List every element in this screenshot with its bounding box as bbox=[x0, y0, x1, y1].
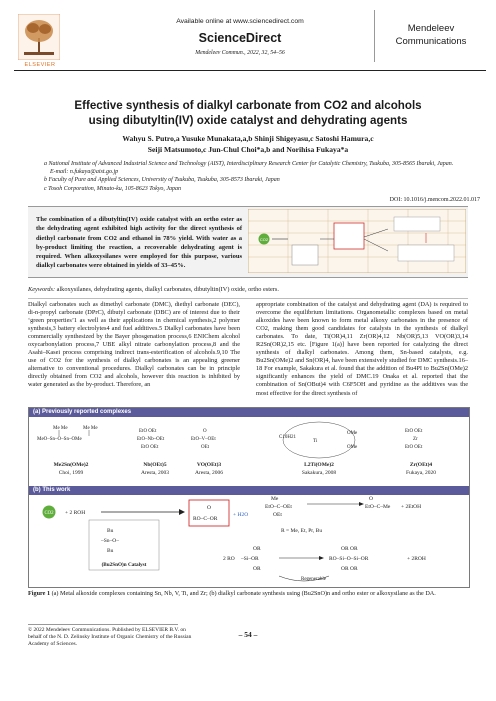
author-list bbox=[40, 133, 456, 155]
figure-caption bbox=[28, 590, 468, 598]
svg-text:OEt: OEt bbox=[201, 445, 210, 450]
journal-citation: Mendeleev Commun., 2022, 32, 54–56 bbox=[195, 50, 285, 56]
body-column-left: Dialkyl carbonates such as dimethyl carbonate (DMC), diethyl carbonate (DEC), di-n-propyl carbonate (DPrC), dibutyl carbonate (DBC) are of interest due to their ‘green properties’1 as well as their applications in chemical synthesis,2 polymer synthesis,3 battery electrolytes4 and fuel additives.5 Dialkyl carbonates have been commercially synthesized by the Bayer phosgenation process,6 ENIChem alcohol oxycarbonylation process,7 UBE alkyl nitrate carbonylation process,8 and the Asahi–Kasei process comprising indirect trans-esterification of alcohols.9,10 The use of CO2 for the synthesis of dialkyl carbonates is an appealing greener alternative to conventional procedures. Dialkyl carbonates can be in principle directly obtained from CO2 and alcohols, however this reaction is inhibited by water generated as the by-product. Therefore, an bbox=[28, 301, 240, 389]
svg-text:Me Me: Me Me bbox=[83, 426, 98, 431]
complex-name: VO(OEt)3 bbox=[196, 462, 222, 468]
svg-text:EtO–V–OEt: EtO–V–OEt bbox=[191, 437, 216, 442]
affiliations bbox=[40, 160, 460, 193]
svg-text:–Sn–O–: –Sn–O– bbox=[101, 538, 120, 544]
svg-text:Me: Me bbox=[271, 496, 279, 502]
publisher-name: ELSEVIER bbox=[24, 62, 56, 68]
complex-reference: Choi, 1999 bbox=[58, 470, 84, 476]
svg-text:Bu: Bu bbox=[107, 548, 114, 554]
structure-nb bbox=[137, 429, 165, 450]
svg-text:EtO–Nb–OEt: EtO–Nb–OEt bbox=[137, 437, 165, 442]
body-column-right: appropriate combination of the catalyst and dehydrating agent (DA) is required to overcome the equilibrium limitations. Organometallic complexes based on metal alkoxides have been known to form metal alkoxy carbonates in the presence of CO2, making them good candidates for catalysts in the synthesis of dialkyl carbonates. To date, Ti(OR)4,11 Zr(OR)4,12 Nb(OR)5,13 VO(OR)3,14 R2Sn(OR)2,15 etc. [Figure 1(a)] have been reported for catalyzing the direct synthesis of dialkyl carbonates. Among them, Sn-based catalysts, e.g. Bu2Sn(OMe)2 and Sn(OR)4, have been extensively studied for DMC synthesis.16–18 For example, Sakakura et al. found that the addition of Bu4PI to Bu2Sn(OMe)2 significantly enhances the yield of DMC.19 Onaka et al. reported that the combination of Sn(OBut)4 with C6F5OH and pyridine as the additives was the most effective for the direct synthesis of bbox=[256, 301, 468, 397]
affiliation-c: c Tosoh Corporation, Minato-ku, 105-8623 Tokyo, Japan bbox=[44, 185, 182, 192]
svg-text:O: O bbox=[207, 505, 211, 511]
sciencedirect-brand[interactable]: ScienceDirect bbox=[198, 31, 282, 45]
title-line1: Effective synthesis of dialkyl carbonate from CO2 and alcohols bbox=[74, 99, 422, 112]
figure-artwork bbox=[29, 408, 469, 587]
r-group-definition: R = Me, Et, Pr, Bu bbox=[281, 528, 323, 534]
elsevier-tree-logo bbox=[18, 14, 60, 60]
article-title bbox=[40, 99, 456, 128]
complex-name: Zr(OEt)4 bbox=[409, 462, 433, 468]
keywords-divider bbox=[28, 298, 468, 299]
complex-reference: Fukaya, 2020 bbox=[406, 470, 436, 476]
title-line2: using dibutyltin(IV) oxide catalyst and dehydrating agents bbox=[88, 113, 408, 127]
online-availability[interactable]: Available online at www.sciencedirect.com bbox=[176, 18, 304, 25]
complex-reference: Sakakura, 2008 bbox=[301, 470, 337, 476]
svg-text:EtO OEt: EtO OEt bbox=[141, 445, 159, 450]
svg-text:EtO OEt: EtO OEt bbox=[139, 429, 157, 434]
structure-vo bbox=[191, 429, 216, 450]
svg-text:Me Me: Me Me bbox=[53, 426, 68, 431]
panel-b-header: (b) This work bbox=[29, 486, 469, 495]
svg-text:OEt: OEt bbox=[273, 512, 282, 518]
svg-text:C10H21: C10H21 bbox=[279, 435, 296, 440]
affiliation-a: a National Institute of Advanced Industrial Science and Technology (AIST), Interdisciplinary Research Center for Catalytic Chemistry, Tsukuba, 305-8565 Ibaraki, Japan. E-mail: n.fukaya@aist.go.jp bbox=[44, 161, 454, 176]
svg-text:OR: OR bbox=[253, 566, 261, 572]
panel-a-header: (a) Previously reported complexes bbox=[29, 408, 469, 417]
keywords bbox=[28, 286, 468, 293]
water-byproduct: + H2O bbox=[233, 512, 249, 518]
svg-text:OMe: OMe bbox=[347, 445, 358, 450]
svg-text:O: O bbox=[203, 429, 207, 434]
svg-text:EtO OEt: EtO OEt bbox=[405, 429, 423, 434]
complex-name: L2Ti(OMe)2 bbox=[304, 462, 334, 468]
structure-zr bbox=[405, 429, 423, 450]
svg-text:OR OR: OR OR bbox=[341, 566, 358, 572]
complex-name: Nb(OEt)5 bbox=[143, 462, 167, 468]
footer-divider bbox=[28, 624, 178, 625]
svg-text:O: O bbox=[369, 496, 373, 502]
ethanol-product: + 2EtOH bbox=[401, 504, 422, 510]
svg-text:EtO OEt: EtO OEt bbox=[405, 445, 423, 450]
journal-name-line2: Communications bbox=[395, 36, 467, 47]
doi-link[interactable]: DOI: 10.1016/j.mencom.2022.01.017 bbox=[389, 197, 480, 203]
svg-text:OR OR: OR OR bbox=[341, 546, 358, 552]
svg-text:Bu: Bu bbox=[107, 528, 114, 534]
svg-text:OR: OR bbox=[253, 546, 261, 552]
alkoxy-label: 2 RO bbox=[223, 556, 235, 562]
caption-label: Figure 1 bbox=[28, 590, 51, 597]
catalyst-label: (Bu2SnO)n Catalyst bbox=[101, 562, 147, 568]
structure-me2sn bbox=[37, 426, 98, 442]
figure-1 bbox=[28, 407, 470, 588]
svg-text:EtO–C–Me: EtO–C–Me bbox=[365, 504, 391, 510]
graphical-abstract bbox=[248, 209, 466, 273]
complex-reference: Aresta, 2006 bbox=[194, 470, 224, 476]
svg-text:MeO–Sn–O–Sn–OMe: MeO–Sn–O–Sn–OMe bbox=[37, 437, 82, 442]
authors-line2: Seiji Matsumoto,c Jun-Chul Choi*a,b and Norihisa Fukaya*a bbox=[147, 145, 349, 154]
alcohol-product: + 2ROH bbox=[407, 556, 426, 562]
abstract-text: The combination of a dibutyltin(IV) oxide catalyst with an ortho ester as the dehydrating agent exhibited high activity for the direct synthesis of diethyl carbonate from CO2 and ethanol in 78% yield. With water as a by-product limiting the reaction, a recoverable dehydrating agent is required. When alkoxysilanes were employed for this purpose, various dialkyl carbonates were obtained in yields of 33–45%. bbox=[36, 216, 242, 270]
svg-text:Zr: Zr bbox=[413, 437, 418, 442]
keywords-label: Keywords: bbox=[28, 286, 56, 293]
caption-text: (a) Metal alkoxide complexes containing Sn, Nb, V, Ti, and Zr; (b) dialkyl carbonate synthesis using (Bu2SnO)n and ortho ester or alkoxysilane as the DA. bbox=[51, 590, 436, 597]
svg-text:CO2: CO2 bbox=[259, 237, 269, 242]
svg-text:RO–C–OR: RO–C–OR bbox=[193, 516, 218, 522]
svg-text:OMe: OMe bbox=[347, 431, 358, 436]
alcohol-reagent: + 2 ROH bbox=[65, 510, 86, 516]
svg-text:RO–Si–O–Si–OR: RO–Si–O–Si–OR bbox=[329, 556, 369, 562]
regenerable-label: Regenerable bbox=[301, 577, 326, 582]
svg-text:EtO–C–OEt: EtO–C–OEt bbox=[265, 504, 292, 510]
journal-name bbox=[380, 22, 482, 48]
co2-label: CO2 bbox=[44, 511, 54, 516]
svg-text:Ti: Ti bbox=[313, 439, 318, 444]
authors-line1: Wahyu S. Putro,a Yusuke Munakata,a,b Shinji Shigeyasu,c Satoshi Hamura,c bbox=[122, 134, 374, 143]
structure-ti bbox=[279, 422, 358, 458]
carbonate-box bbox=[189, 500, 229, 526]
complex-reference: Aresta, 2003 bbox=[140, 470, 170, 476]
complex-name: Me2Sn(OMe)2 bbox=[53, 462, 89, 468]
copyright-notice: © 2022 Mendeleev Communications. Published by ELSEVIER B.V. on behalf of the N. D. Zelinsky Institute of Organic Chemistry of the Russian Academy of Sciences. bbox=[28, 627, 192, 648]
page-number: – 54 – bbox=[238, 630, 258, 639]
keywords-list: alkoxysilanes, dehydrating agents, dialkyl carbonates, dibutyltin(IV) oxide, ortho esters. bbox=[56, 286, 279, 293]
svg-text:–Si–OR: –Si–OR bbox=[241, 556, 259, 562]
header-divider bbox=[14, 70, 486, 71]
journal-name-line1: Mendeleev bbox=[407, 23, 455, 34]
affiliation-b: b Faculty of Pure and Applied Sciences, University of Tsukuba, Tsukuba, 305-8573 Ibaraki, Japan bbox=[44, 177, 280, 184]
